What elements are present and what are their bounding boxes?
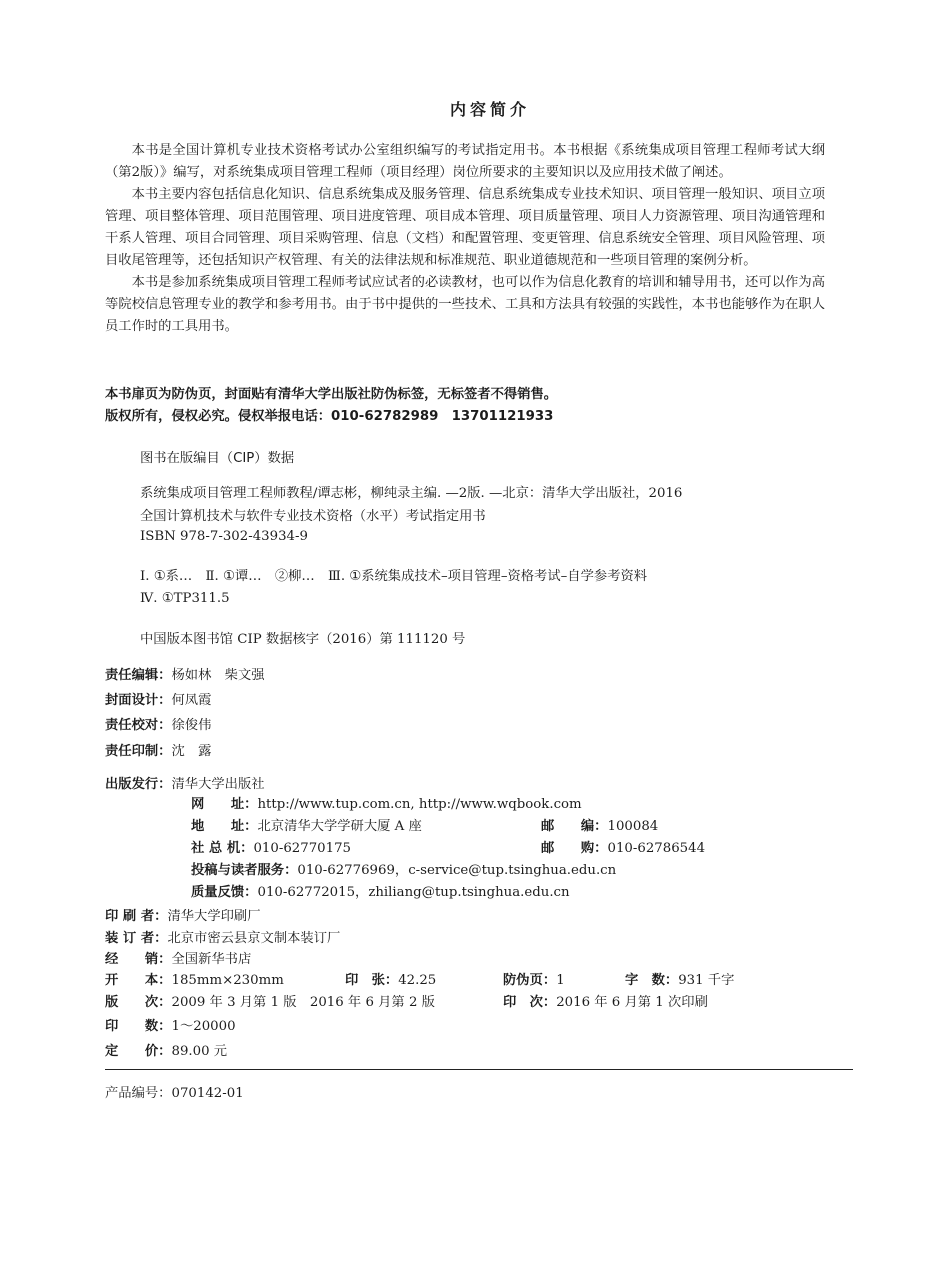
switchboard-row xyxy=(191,837,351,856)
proof-row xyxy=(105,714,211,733)
intro-paragraph-2: 本书主要内容包括信息化知识、信息系统集成及服务管理、信息系统集成专业技术知识、项目管理一般知识、项目立项管理、项目整体管理、项目范围管理、项目进度管理、项目成本管理、项目质量管理、项目人力资源管理、项目沟通管理和干系人管理、项目合同管理、项目采购管理、信息（文档）和配置管理、变更管理、信息系统安全管理、项目风险管理、项目收尾管理等，还包括知识产权管理、有关的法律法规和标准规范、职业道德规范和一些项目管理的案例分析。 xyxy=(105,187,825,268)
format-value: 185mm×230mm xyxy=(171,973,284,988)
copies-row xyxy=(105,1015,236,1034)
sheets-label: 印 张： xyxy=(345,973,399,988)
postcode-row xyxy=(541,815,658,834)
printer-row xyxy=(105,905,261,924)
format-label: 开 本： xyxy=(105,973,172,988)
distributor-label: 经 销： xyxy=(105,952,172,967)
cip-class-1: Ⅰ. ①系… Ⅱ. ①谭… ②柳… Ⅲ. ①系统集成技术–项目管理–资格考试–自学参考资料 xyxy=(140,569,648,584)
product-code-label: 产品编号： xyxy=(105,1086,172,1101)
sheets-row xyxy=(345,969,436,988)
price-value: 89.00 元 xyxy=(171,1044,228,1059)
reader-service-label: 投稿与读者服务： xyxy=(191,863,298,878)
quality-row xyxy=(191,881,570,900)
mail-order-row xyxy=(541,837,705,856)
cip-title: 图书在版编目（CIP）数据 xyxy=(140,451,295,466)
cip-line-1: 系统集成项目管理工程师教程/谭志彬，柳纯录主编. —2版. —北京：清华大学出版社，2016 xyxy=(140,486,683,501)
anti-piracy-notice xyxy=(105,384,845,428)
switchboard-label: 社 总 机： xyxy=(191,841,254,856)
switchboard-value: 010-62770175 xyxy=(253,841,352,856)
publisher-label: 出版发行： xyxy=(105,777,172,792)
editor-row xyxy=(105,664,265,683)
proof-label: 责任校对： xyxy=(105,718,172,733)
edition-value: 2009 年 3 月第 1 版 2016 年 6 月第 2 版 xyxy=(171,995,435,1010)
editor-value: 杨如林 柴文强 xyxy=(171,668,265,683)
proof-value: 徐俊伟 xyxy=(171,718,212,733)
cover-label: 封面设计： xyxy=(105,693,172,708)
cover-value: 何凤霞 xyxy=(171,693,212,708)
postcode-value: 100084 xyxy=(607,819,659,834)
intro-paragraph-3: 本书是参加系统集成项目管理工程师考试应试者的必读教材，也可以作为信息化教育的培训和辅导用书，还可以作为高等院校信息管理专业的教学和参考用书。由于书中提供的一些技术、工具和方法具有较强的实践性，本书也能够作为在职人员工作时的工具用书。 xyxy=(105,275,825,334)
impression-label: 印 次： xyxy=(503,995,557,1010)
print-resp-label: 责任印制： xyxy=(105,744,172,759)
web-label: 网 址： xyxy=(191,797,258,812)
price-row xyxy=(105,1040,227,1059)
address-value: 北京清华大学学研大厦 A 座 xyxy=(257,819,422,834)
anti-page-label: 防伪页： xyxy=(503,973,557,988)
distributor-row xyxy=(105,948,251,967)
mail-order-label: 邮 购： xyxy=(541,841,608,856)
web-row xyxy=(191,793,582,812)
print-resp-row xyxy=(105,740,211,759)
mail-order-value: 010-62786544 xyxy=(607,841,706,856)
publisher-value: 清华大学出版社 xyxy=(171,777,265,792)
word-count-value: 931 千字 xyxy=(678,973,735,988)
address-row xyxy=(191,815,422,834)
address-label: 地 址： xyxy=(191,819,258,834)
copies-value: 1～20000 xyxy=(171,1019,236,1034)
editor-label: 责任编辑： xyxy=(105,668,172,683)
cover-row xyxy=(105,689,211,708)
word-count-row xyxy=(625,969,734,988)
intro-section xyxy=(105,140,825,338)
edition-label: 版 次： xyxy=(105,995,172,1010)
cip-isbn: ISBN 978-7-302-43934-9 xyxy=(140,529,308,544)
printer-value: 清华大学印刷厂 xyxy=(167,909,261,924)
price-label: 定 价： xyxy=(105,1044,172,1059)
cip-line-2: 全国计算机技术与软件专业技术资格（水平）考试指定用书 xyxy=(140,509,486,524)
anti-page-row xyxy=(503,969,565,988)
divider-line xyxy=(105,1069,853,1070)
printer-label: 印 刷 者： xyxy=(105,909,168,924)
distributor-value: 全国新华书店 xyxy=(171,952,252,967)
anti-page-value: 1 xyxy=(556,973,565,988)
binder-row xyxy=(105,927,340,946)
impression-value: 2016 年 6 月第 1 次印刷 xyxy=(556,995,708,1010)
notice-line-1: 本书扉页为防伪页，封面贴有清华大学出版社防伪标签，无标签者不得销售。 xyxy=(105,387,558,402)
binder-label: 装 订 者： xyxy=(105,931,168,946)
cip-record: 中国版本图书馆 CIP 数据核字（2016）第 111120 号 xyxy=(140,632,466,647)
product-code-row xyxy=(105,1082,244,1101)
impression-row xyxy=(503,991,708,1010)
quality-value: 010-62772015，zhiliang@tup.tsinghua.edu.cn xyxy=(257,885,570,900)
product-code-value: 070142-01 xyxy=(171,1086,244,1101)
intro-paragraph-1: 本书是全国计算机专业技术资格考试办公室组织编写的考试指定用书。本书根据《系统集成项目管理工程师考试大纲（第2版）》编写，对系统集成项目管理工程师（项目经理）岗位所要求的主要知识以及应用技术做了阐述。 xyxy=(105,143,825,180)
copies-label: 印 数： xyxy=(105,1019,172,1034)
print-resp-value: 沈 露 xyxy=(171,744,212,759)
page-title: 内容简介 xyxy=(449,100,530,119)
binder-value: 北京市密云县京文制本装订厂 xyxy=(167,931,341,946)
format-row xyxy=(105,969,284,988)
cip-class-2: Ⅳ. ①TP311.5 xyxy=(140,591,230,606)
publisher-row xyxy=(105,773,265,792)
edition-row xyxy=(105,991,435,1010)
sheets-value: 42.25 xyxy=(398,973,437,988)
word-count-label: 字 数： xyxy=(625,973,679,988)
notice-line-2: 版权所有，侵权必究。侵权举报电话：010-62782989 13701121933 xyxy=(105,409,554,424)
quality-label: 质量反馈： xyxy=(191,885,258,900)
reader-service-row xyxy=(191,859,616,878)
postcode-label: 邮 编： xyxy=(541,819,608,834)
web-value: http://www.tup.com.cn, http://www.wqbook.com xyxy=(257,797,582,812)
reader-service-value: 010-62776969，c-service@tup.tsinghua.edu.cn xyxy=(297,863,617,878)
